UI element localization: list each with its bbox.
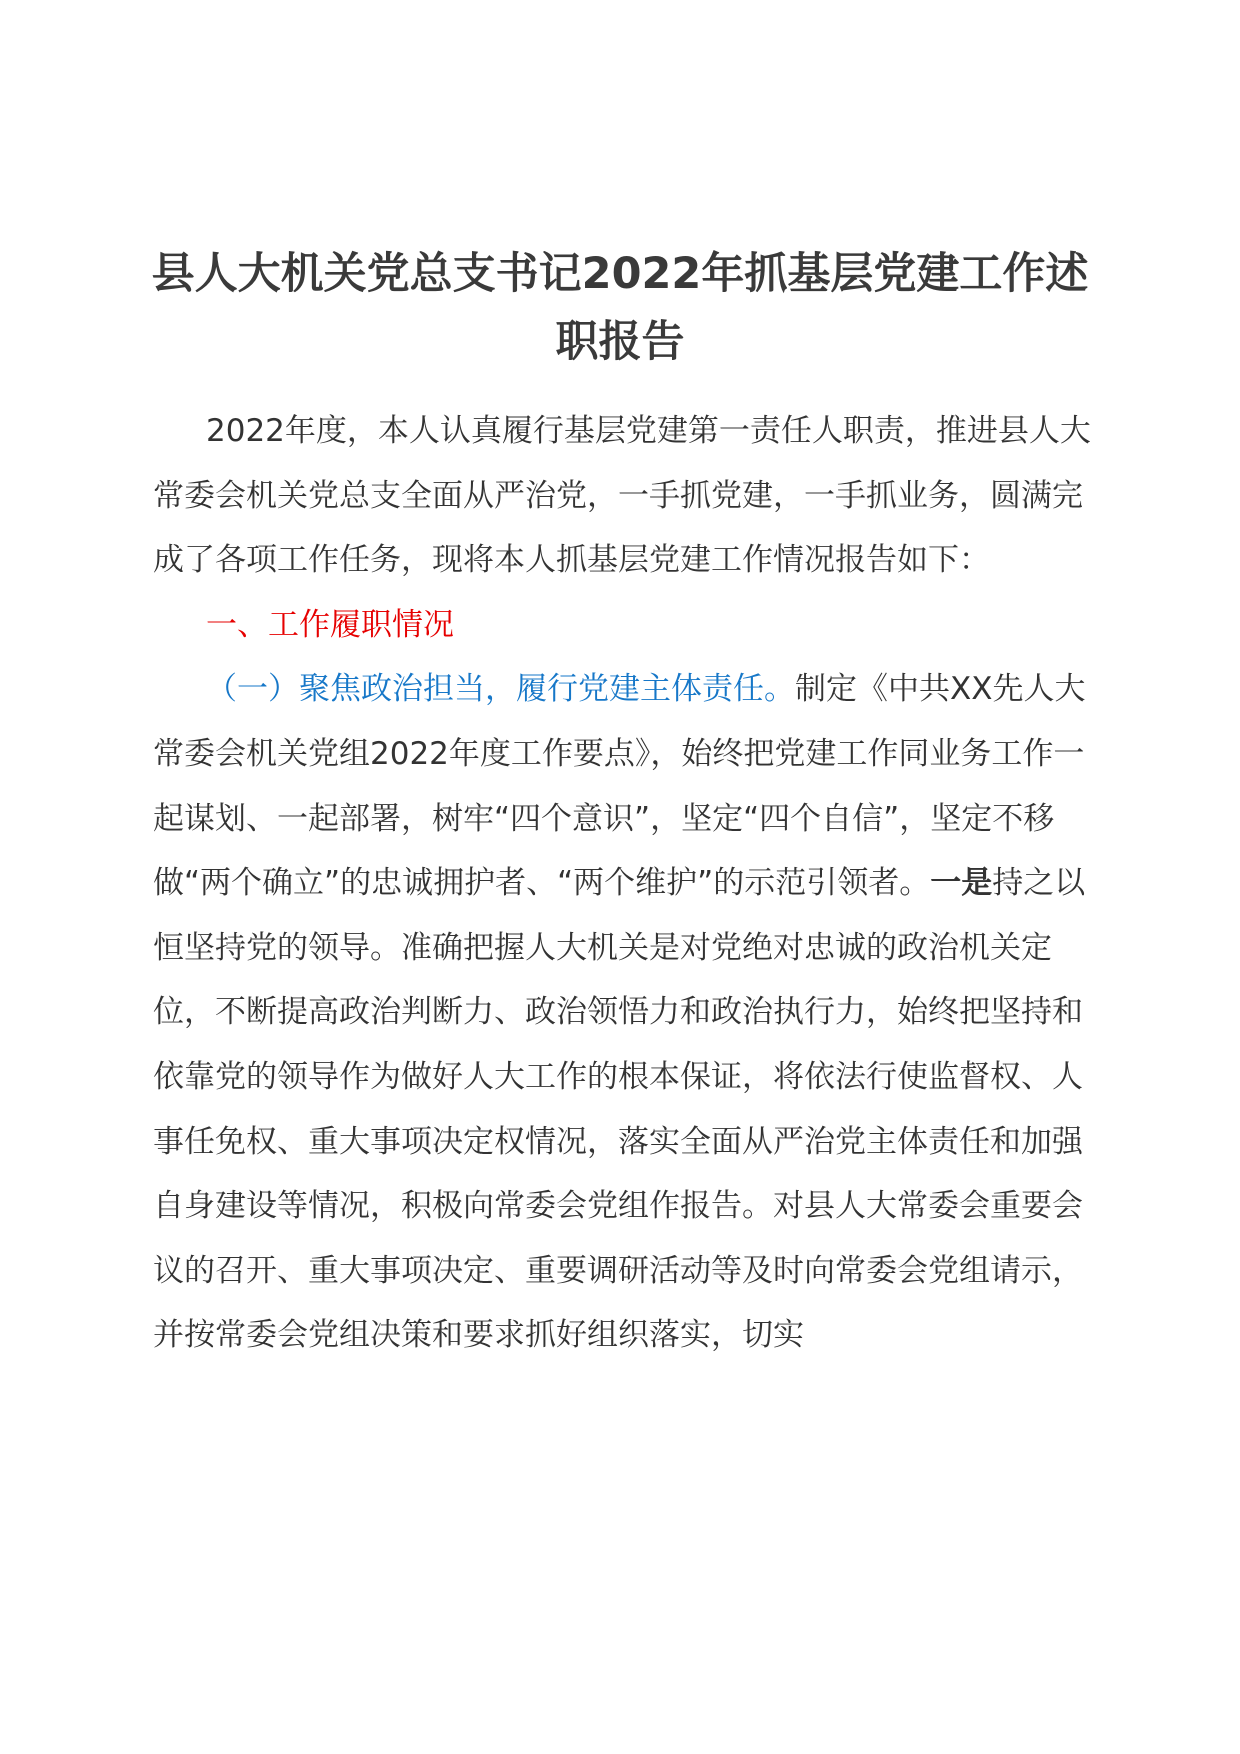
document-body — [153, 399, 1093, 1368]
section-heading: 一、工作履职情况 — [206, 606, 454, 643]
subsection-text-a: 制定《中共XX先人大常委会机关党组2022年度工作要点》，始终把党建工作同业务工作一起谋划、一起部署，树牢“四个意识”，坚定“四个自信”，坚定不移做“两个确立”的忠诚拥护者、“两个维护”的示范引领者。 — [153, 671, 1086, 902]
point-marker: 一是 — [930, 865, 993, 902]
subsection-heading: （一）聚焦政治担当，履行党建主体责任。 — [206, 671, 795, 708]
document-title: 县人大机关党总支书记2022年抓基层党建工作述职报告 — [151, 249, 1089, 367]
intro-paragraph: 2022年度，本人认真履行基层党建第一责任人职责，推进县人大常委会机关党总支全面从严治党，一手抓党建，一手抓业务，圆满完成了各项工作任务，现将本人抓基层党建工作情况报告如下： — [153, 413, 1091, 579]
subsection-text-b: 持之以恒坚持党的领导。准确把握人大机关是对党绝对忠诚的政治机关定位，不断提高政治判断力、政治领悟力和政治执行力，始终把坚持和依靠党的领导作为做好人大工作的根本保证，将依法行使监督权、人事任免权、重大事项决定权情况，落实全面从严治党主体责任和加强自身建设等情况，积极向常委会党组作报告。对县人大常委会重要会议的召开、重大事项决定、重要调研活动等及时向常委会党组请示，并按常委会党组决策和要求抓好组织落实，切实 — [153, 865, 1086, 1354]
subsection-paragraph — [153, 657, 1093, 1368]
